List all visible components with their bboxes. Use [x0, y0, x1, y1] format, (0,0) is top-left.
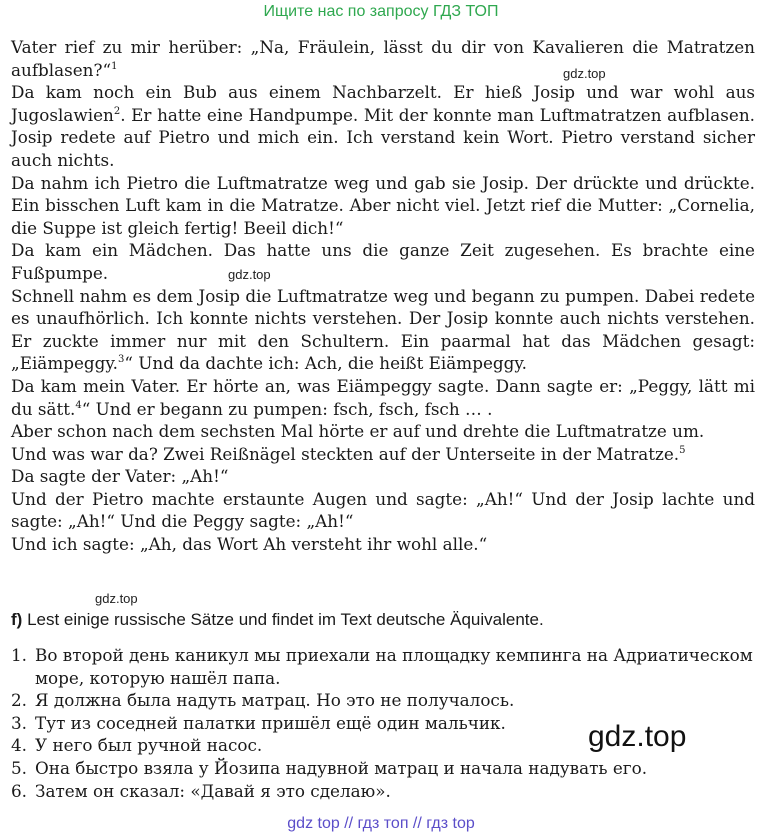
item-number: 3. [11, 712, 28, 733]
item-text: Тут из соседней палатки пришёл ещё один мальчик. [35, 712, 506, 733]
story-line: “ Und da dachte ich: Ach, die heißt Eiämpeggy. [124, 353, 527, 374]
task-instruction [11, 610, 755, 630]
item-text: У него был ручной насос. [35, 735, 263, 756]
watermark-small: gdz.top [95, 591, 138, 606]
story-paragraph [11, 443, 755, 466]
story-line: Vater rief zu mir herüber: „Na, Fräulein, lässt du dir von Kavalieren die Matratzen aufblasen?“ [11, 37, 755, 80]
story-text [11, 36, 755, 556]
item-text: Она быстро взяла у Йозипа надувной матрац и начала надувать его. [35, 757, 648, 778]
story-paragraph: Aber schon nach dem sechsten Mal hörte er auf und drehte die Luftmatratze um. [11, 421, 705, 442]
story-paragraph: Und ich sagte: „Ah, das Wort Ah versteht ihr wohl alle.“ [11, 534, 488, 555]
story-paragraph [11, 285, 755, 375]
story-line: Schnell nahm es dem Josip die Luftmatratze weg und begann zu pumpen. Dabei redete es unaufhörlich. Ich konnte nichts verstehen. Der Josip konnte auch nichts verstehen. Er zuckte immer nur mit den Schultern. Ein paarmal hat das Mädchen gesagt: „Eiämpeggy. [11, 285, 755, 374]
footnote-ref: 4 [75, 399, 82, 411]
list-item [11, 780, 755, 803]
bottom-banner[interactable]: gdz top // гдз топ // гдз top [287, 815, 475, 832]
task-label: f) [11, 610, 23, 629]
item-number: 4. [11, 735, 28, 756]
footnote-ref: 3 [117, 354, 125, 366]
list-item [11, 757, 755, 780]
watermark-large: gdz.top [588, 720, 687, 753]
item-text: Я должна была надуть матрац. Но это не получалось. [35, 690, 515, 711]
list-item [11, 644, 755, 689]
list-item [11, 689, 755, 712]
watermark-small: gdz.top [228, 267, 271, 282]
story-line: Und was war da? Zwei Reißnägel steckten auf der Unterseite in der Matratze. [11, 443, 680, 464]
story-paragraph: Da kam ein Mädchen. Das hatte uns die ganze Zeit zugesehen. Es brachte eine Fußpumpe. [11, 240, 755, 283]
item-number: 2. [11, 690, 28, 711]
footnote-ref: 5 [679, 444, 686, 456]
top-banner[interactable]: Ищите нас по запросу ГДЗ ТОП [263, 3, 499, 20]
item-text: Во второй день каникул мы приехали на площадку кемпинга на Адриатическом море, которую нашёл папа. [35, 645, 753, 688]
watermark-small: gdz.top [563, 66, 606, 81]
story-paragraph: Da sagte der Vater: „Ah!“ [11, 466, 229, 487]
story-paragraph: Und der Pietro machte erstaunte Augen und sagte: „Ah!“ Und der Josip lachte und sagte: „Ah!“ Und die Peggy sagte: „Ah!“ [11, 488, 755, 532]
item-number: 6. [11, 780, 28, 801]
story-line: . Er hatte eine Handpumpe. Mit der konnte man Luftmatratzen aufblasen. Josip redete auf Pietro und mich ein. Ich verstand kein Wort. Pietro verstand sicher auch nichts. [11, 104, 755, 170]
footnote-ref: 2 [113, 105, 121, 117]
item-number: 5. [11, 757, 28, 778]
story-paragraph: Da nahm ich Pietro die Luftmatratze weg und gab sie Josip. Der drückte und drückte. Ein bisschen Luft kam in die Matratze. Aber nicht viel. Jetzt rief die Mutter: „Cornelia, die Suppe ist gleich fertig! Beeil dich!“ [11, 172, 755, 238]
story-line: Da kam mein Vater. Er hörte an, was Eiämpeggy sagte. Dann sagte er: „Peggy, lätt mi du sätt. [11, 375, 755, 419]
item-number: 1. [11, 645, 28, 665]
footnote-ref: 1 [111, 60, 118, 72]
item-text: Затем он сказал: «Давай я это сделаю». [35, 780, 391, 801]
story-line: “ Und er begann zu pumpen: fsch, fsch, fsch … . [81, 398, 493, 419]
task-text: Lest einige russische Sätze und findet im Text deutsche Äquivalente. [27, 610, 544, 629]
story-paragraph [11, 36, 755, 81]
story-paragraph [11, 375, 755, 420]
story-line: Da kam noch ein Bub aus einem Nachbarzelt. Er hieß Josip und war wohl aus Jugoslawien [11, 82, 755, 125]
story-paragraph [11, 81, 755, 171]
